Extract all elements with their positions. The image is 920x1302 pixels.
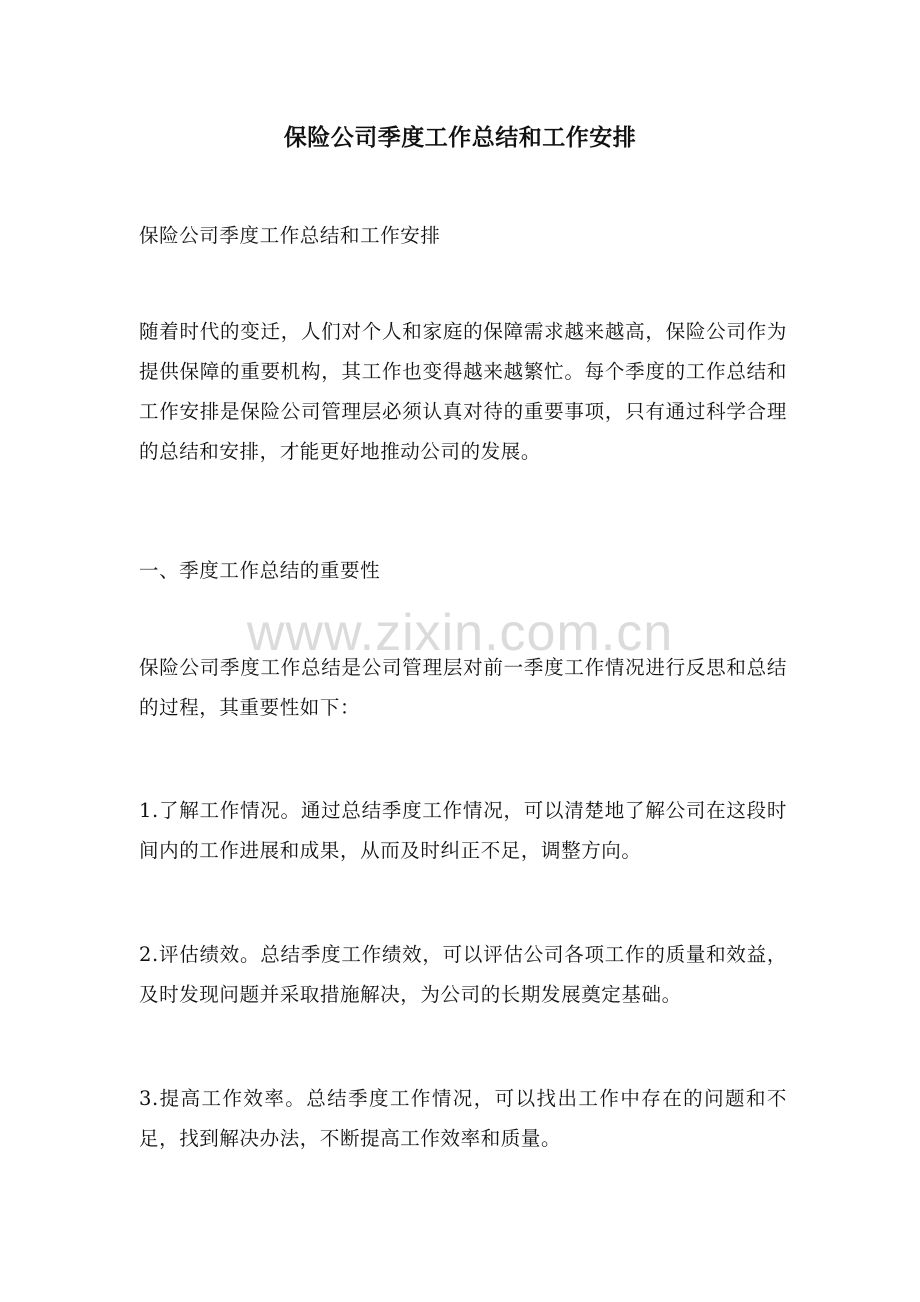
- intro-paragraph: 随着时代的变迁，人们对个人和家庭的保障需求越来越高，保险公司作为提供保障的重要机构，其工作也变得越来越繁忙。每个季度的工作总结和工作安排是保险公司管理层必须认真对待的重要事项，只有通过科学合理的总结和安排，才能更好地推动公司的发展。: [139, 320, 787, 463]
- section-intro-paragraph: 保险公司季度工作总结是公司管理层对前一季度工作情况进行反思和总结的过程，其重要性如下：: [139, 656, 787, 719]
- watermark: www.zixin.com.cn: [246, 604, 674, 662]
- section-heading: 一、季度工作总结的重要性: [139, 559, 381, 582]
- list-item: 2.评估绩效。总结季度工作绩效，可以评估公司各项工作的质量和效益，及时发现问题并采取措施解决，为公司的长期发展奠定基础。: [139, 943, 787, 1006]
- document-subtitle: 保险公司季度工作总结和工作安排: [139, 224, 441, 247]
- list-item: 3.提高工作效率。总结季度工作情况，可以找出工作中存在的问题和不足，找到解决办法，不断提高工作效率和质量。: [139, 1087, 787, 1150]
- list-item: 1.了解工作情况。通过总结季度工作情况，可以清楚地了解公司在这段时间内的工作进展和成果，从而及时纠正不足，调整方向。: [139, 799, 787, 862]
- document-title: 保险公司季度工作总结和工作安排: [283, 124, 637, 151]
